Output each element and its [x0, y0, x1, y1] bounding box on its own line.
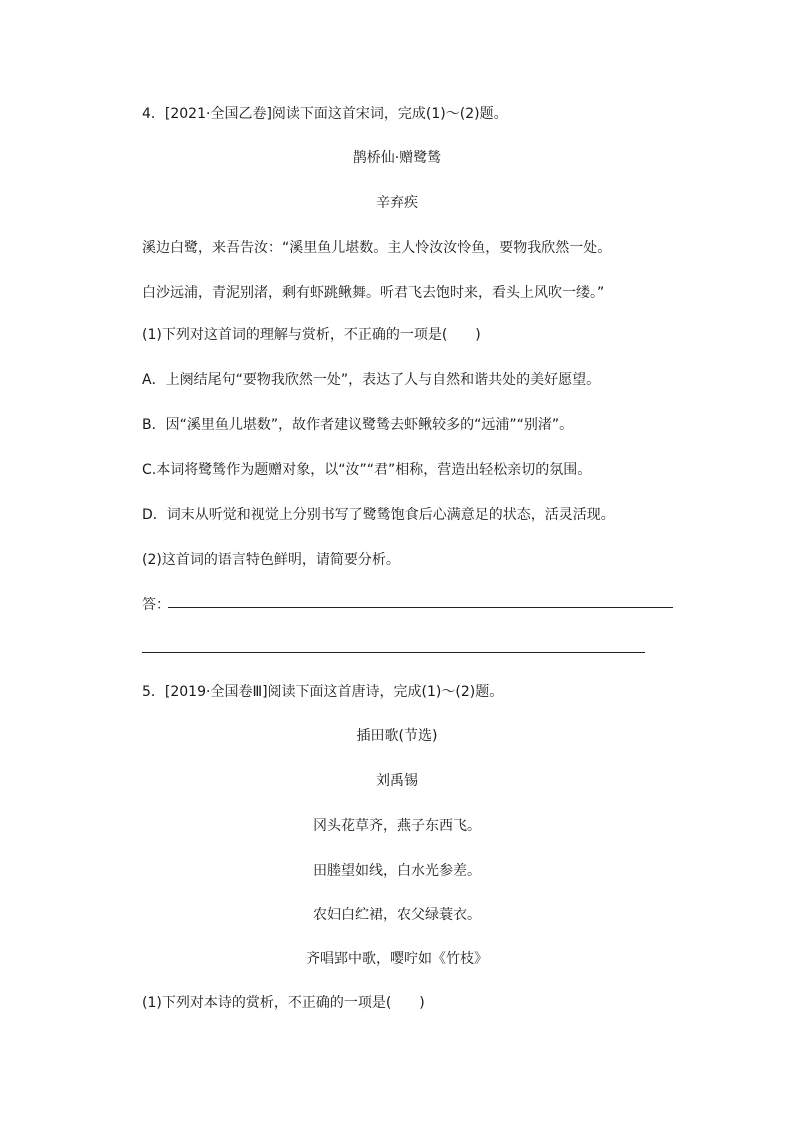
q5-subquestion-1: (1)下列对本诗的赏析，不正确的一项是( ) — [142, 995, 425, 1011]
q4-option-d: D．词末从听觉和视觉上分别书写了鹭鸶饱食后心满意足的状态，活灵活现。 — [142, 507, 615, 523]
q5-poem-line-1: 冈头花草齐，燕子东西飞。 — [313, 818, 481, 834]
q5-poem-line-4: 齐唱郢中歌，嘤咛如《竹枝》 — [306, 951, 488, 967]
q5-poem-line-2: 田塍望如线，白水光参差。 — [313, 863, 481, 879]
answer-line-2[interactable] — [142, 652, 645, 653]
q4-option-c: C.本词将鹭鸶作为题赠对象，以“汝”“君”相称，营造出轻松亲切的氛围。 — [142, 462, 592, 478]
answer-label: 答： — [142, 597, 170, 613]
q4-subquestion-2: (2)这首词的语言特色鲜明，请简要分析。 — [142, 552, 400, 568]
q4-option-b: B．因“溪里鱼儿堪数”，故作者建议鹭鸶去虾鳅较多的“远浦”“别渚”。 — [142, 417, 574, 433]
q5-header: 5．[2019·全国卷Ⅲ]阅读下面这首唐诗，完成(1)～(2)题。 — [142, 684, 504, 700]
answer-line-1[interactable] — [168, 607, 673, 608]
q4-option-a: A．上阕结尾句“要物我欣然一处”，表达了人与自然和谐共处的美好愿望。 — [142, 372, 601, 388]
q4-header: 4．[2021·全国乙卷]阅读下面这首宋词，完成(1)～(2)题。 — [142, 106, 508, 122]
q4-poem-line-2: 白沙远浦，青泥别渚，剩有虾跳鳅舞。听君飞去饱时来，看头上风吹一缕。” — [142, 285, 605, 301]
q4-author: 辛弃疾 — [376, 195, 418, 211]
q4-poem-title: 鹊桥仙·赠鹭鸶 — [352, 150, 442, 166]
q5-poem-line-3: 农妇白纻裙，农父绿蓑衣。 — [313, 907, 481, 923]
q5-poem-title: 插田歌(节选) — [356, 728, 438, 744]
q5-author: 刘禹锡 — [376, 773, 418, 789]
q4-subquestion-1: (1)下列对这首词的理解与赏析，不正确的一项是( ) — [142, 327, 481, 343]
q4-poem-line-1: 溪边白鹭，来吾告汝：“溪里鱼儿堪数。主人怜汝汝怜鱼，要物我欣然一处。 — [142, 240, 612, 256]
